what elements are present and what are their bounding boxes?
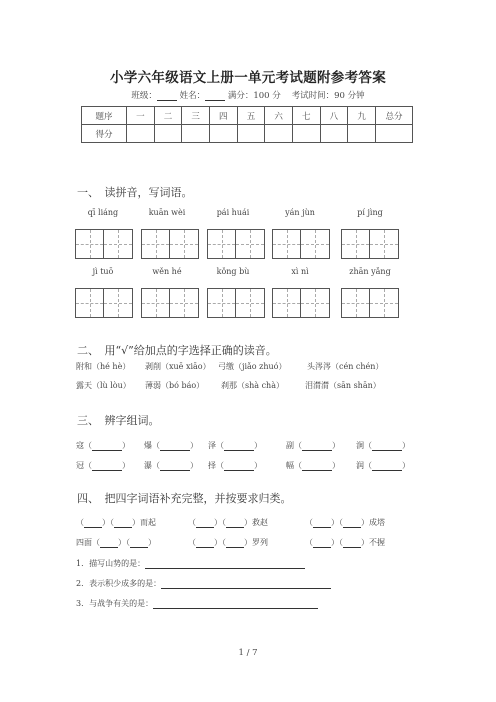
char-label: 爆 (144, 441, 152, 450)
pinyin-label: xì nì (291, 267, 309, 276)
answer-blank[interactable] (313, 518, 331, 528)
pinyin-label: kǒng bù (216, 267, 250, 276)
answer-blank[interactable] (302, 441, 332, 451)
answer-blank[interactable] (226, 518, 244, 528)
answer-blank[interactable] (196, 538, 214, 548)
char-label: 泽 (208, 441, 216, 450)
question-text: 3．与战争有关的是： (76, 599, 154, 608)
answer-blank[interactable] (100, 538, 118, 548)
tianzi-grid[interactable] (207, 229, 265, 259)
score-header-cell: 五 (237, 107, 265, 125)
pinyin-label: qī liáng (87, 208, 119, 217)
answer-blank[interactable] (224, 441, 254, 451)
pinyin-label: pí jìng (357, 208, 383, 217)
score-cell[interactable] (127, 125, 155, 143)
score-header-cell: 总分 (376, 107, 413, 125)
score-header-cell: 三 (182, 107, 210, 125)
char-group-item: 瀑（ ） (144, 461, 198, 470)
tianzi-grid[interactable] (141, 229, 199, 259)
score-header-cell: 四 (209, 107, 237, 125)
char-label: 润 (356, 461, 364, 470)
idiom-text: ）而起 (132, 518, 156, 527)
section-2-heading: 二、 用“√”给加点的字选择正确的读音。 (77, 344, 277, 357)
answer-line[interactable] (161, 579, 331, 589)
answer-blank[interactable] (343, 518, 361, 528)
page-title: 小学六年级语文上册一单元考试题附参考答案 (110, 70, 386, 86)
answer-blank[interactable] (160, 441, 190, 451)
char-group-item: 爆（ ） (144, 441, 198, 450)
tianzi-grid[interactable] (272, 229, 330, 259)
score-cell[interactable] (209, 125, 237, 143)
char-label: 择 (208, 461, 216, 470)
tianzi-grid[interactable] (341, 288, 399, 318)
score-cell[interactable] (320, 125, 348, 143)
answer-blank[interactable] (114, 518, 132, 528)
score-cell[interactable] (237, 125, 265, 143)
tianzi-grid[interactable] (272, 288, 330, 318)
name-label: 姓名： (179, 91, 206, 101)
pinyin-label: jì tuō (92, 267, 114, 276)
score-header-cell: 九 (348, 107, 376, 125)
idiom-text: ）罗列 (244, 538, 268, 547)
pinyin-label: zhān yǎng (349, 267, 391, 276)
answer-blank[interactable] (130, 538, 148, 548)
idiom-text: 四面（ (76, 538, 100, 547)
char-group-item: 副（ ） (286, 441, 340, 450)
answer-blank[interactable] (302, 461, 332, 471)
answer-blank[interactable] (196, 518, 214, 528)
score-table-score-row (82, 125, 413, 143)
tianzi-grid[interactable] (141, 288, 199, 318)
exam-time: 考试时间：90 分钟 (291, 91, 365, 101)
score-table (81, 106, 413, 143)
char-group-item: 涧（ ） (356, 441, 410, 450)
score-header-cell: 二 (154, 107, 182, 125)
idiom-item: （ ）（ ）不握 (305, 538, 385, 547)
answer-blank[interactable] (343, 538, 361, 548)
char-group-item: 择（ ） (208, 461, 262, 470)
char-label: 涧 (356, 441, 364, 450)
pinyin-label: pái huái (216, 208, 250, 217)
score-header-cell: 题序 (82, 107, 127, 125)
score-cell[interactable] (348, 125, 376, 143)
idiom-item: （ ）（ ）而起 (76, 518, 156, 527)
answer-blank[interactable] (224, 461, 254, 471)
pinyin-label: yán jùn (285, 208, 315, 217)
section-3-heading: 三、 辨字组词。 (77, 414, 160, 427)
idiom-text: ）成塔 (361, 518, 385, 527)
classify-question (76, 578, 331, 589)
answer-blank[interactable] (84, 518, 102, 528)
score-header-cell: 八 (320, 107, 348, 125)
idiom-text: ）不握 (361, 538, 385, 547)
question-text: 2．表示积少成多的是： (76, 579, 162, 588)
answer-blank[interactable] (372, 441, 402, 451)
idiom-item: （ ）（ ）救赵 (188, 518, 268, 527)
answer-line[interactable] (153, 599, 318, 609)
idiom-text: ）救赵 (244, 518, 268, 527)
score-cell[interactable] (154, 125, 182, 143)
full-score: 满分：100 分 (227, 91, 281, 101)
tianzi-grid[interactable] (75, 229, 133, 259)
char-label: 瀑 (144, 461, 152, 470)
reading-choice[interactable]: 薄弱（bó báo） (145, 381, 205, 390)
char-group-item: 寇（ ） (76, 441, 130, 450)
tianzi-grid[interactable] (341, 229, 399, 259)
answer-blank[interactable] (313, 538, 331, 548)
score-cell[interactable] (265, 125, 293, 143)
char-group-item: 冠（ ） (76, 461, 130, 470)
score-cell[interactable] (182, 125, 210, 143)
score-cell[interactable] (292, 125, 320, 143)
idiom-item: 四面（ ）（ ） (76, 538, 156, 547)
char-label: 幅 (286, 461, 294, 470)
answer-line[interactable] (145, 559, 305, 569)
class-label: 班级： (131, 91, 157, 101)
name-blank[interactable] (205, 91, 225, 101)
section-4-heading: 四、 把四字词语补充完整，并按要求归类。 (77, 492, 292, 505)
answer-blank[interactable] (372, 461, 402, 471)
score-table-header-row (82, 107, 413, 125)
answer-blank[interactable] (160, 461, 190, 471)
answer-blank[interactable] (92, 441, 122, 451)
reading-choice[interactable]: 剥削（xuē xiāo） (145, 362, 211, 371)
char-label: 副 (286, 441, 294, 450)
char-group-item: 泽（ ） (208, 441, 262, 450)
score-cell[interactable] (376, 125, 413, 143)
reading-choice[interactable]: 弓缴（jiǎo zhuó） (218, 362, 287, 371)
classify-question (76, 598, 318, 609)
reading-choice[interactable]: 露天（lù lòu） (76, 381, 131, 390)
class-blank[interactable] (157, 91, 177, 101)
score-header-cell: 六 (265, 107, 293, 125)
reading-choice[interactable]: 附和（hé hè） (76, 362, 131, 371)
answer-blank[interactable] (226, 538, 244, 548)
reading-choice[interactable]: 刹那（shà chà） (221, 381, 284, 390)
tianzi-grid[interactable] (207, 288, 265, 318)
score-row-label: 得分 (82, 125, 127, 143)
pinyin-label: wěn hé (152, 267, 182, 276)
char-label: 冠 (76, 461, 84, 470)
idiom-item: （ ）（ ）罗列 (188, 538, 268, 547)
char-group-item: 润（ ） (356, 461, 410, 470)
score-header-cell: 七 (292, 107, 320, 125)
pinyin-label: kuān wèi (148, 208, 186, 217)
tianzi-grid[interactable] (75, 288, 133, 318)
question-text: 1．描写山势的是： (76, 559, 146, 568)
classify-question (76, 558, 305, 569)
exam-info (0, 89, 496, 101)
char-group-item: 幅（ ） (286, 461, 340, 470)
reading-choice[interactable]: 泪潸潸（sān shān） (305, 381, 381, 390)
reading-choice[interactable]: 头涔涔（cén chén） (307, 362, 384, 371)
section-1-heading: 一、 读拼音，写词语。 (77, 186, 193, 199)
page-number: 1 / 7 (238, 648, 258, 658)
answer-blank[interactable] (92, 461, 122, 471)
score-header-cell: 一 (127, 107, 155, 125)
idiom-item: （ ）（ ）成塔 (305, 518, 385, 527)
char-label: 寇 (76, 441, 84, 450)
